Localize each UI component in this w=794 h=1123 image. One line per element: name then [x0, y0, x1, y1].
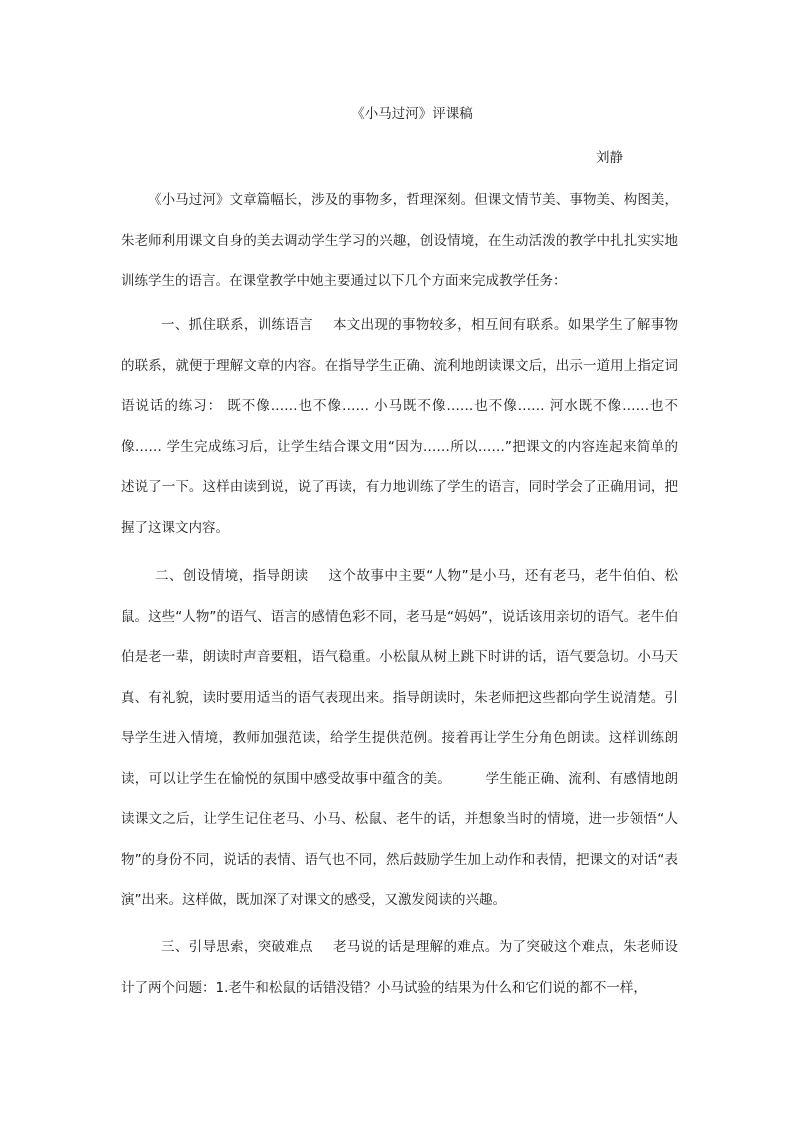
section-heading: 二、创设情境，指导朗读	[155, 568, 309, 584]
paragraph-section-2	[121, 556, 678, 921]
author-name: 刘静	[596, 150, 623, 166]
paragraph-text: 这个故事中主要“人物”是小马，还有老马，老牛伯伯、松鼠。这些“人物”的语气、语言的感情色彩不同，老马是“妈妈”，说话该用亲切的语气。老牛伯伯是老一辈，朗读时声音要粗，语气稳重。小松鼠从树上跳下时讲的话，语气要急切。小马天真、有礼貌，读时要用适当的语气表现出来。指导朗读时，朱老师把这些都向学生说清楚。引导学生进入情境，教师加强范读，给学生提供范例。接着再让学生分角色朗读。这样训练朗读，可以让学生在愉悦的氛围中感受故事中蕴含的美。 学生能正确、流利、有感情地朗读课文之后，让学生记住老马、小马、松鼠、老牛的话，并想象当时的情境，进一步领悟“人物”的身份不同，说话的表情、语气也不同，然后鼓励学生加上动作和表情，把课文的对话“表演”出来。这样做，既加深了对课文的感受，又激发阅读的兴趣。	[121, 568, 678, 908]
section-heading: 一、抓住联系，训练语言	[161, 317, 313, 333]
paragraph-text: 本文出现的事物较多，相互间有联系。如果学生了解事物的联系，就便于理解文章的内容。在指导学生正确、流利地朗读课文后，出示一道用上指定词语说话的练习： 既不像……也不像…… 小马既不像……也不像…… 河水既不像……也不像…… 学生完成练习后，让学生结合课文用“因为……所以……”把课文的内容连起来简单的述说了一下。这样由读到说，说了再读，有力地训练了学生的语言，同时学会了正确用词，把握了这课文内容。	[121, 317, 679, 536]
section-heading: 三、引导思索，突破难点	[161, 939, 313, 955]
paragraph-section-3	[121, 927, 678, 1008]
paragraph-text: 《小马过河》文章篇幅长，涉及的事物多，哲理深刻。但课文情节美、事物美、构图美，朱老师利用课文自身的美去调动学生学习的兴趣，创设情境，在生动活泼的教学中扎扎实实地训练学生的语言。在课堂教学中她主要通过以下几个方面来完成教学任务：	[121, 192, 678, 289]
paragraph-text: 老马说的话是理解的难点。为了突破这个难点，朱老师设计了两个问题：1.老牛和松鼠的话错没错？小马试验的结果为什么和它们说的都不一样，	[121, 939, 679, 996]
document-title: 《小马过河》评课稿	[351, 106, 473, 122]
paragraph-intro	[121, 180, 678, 302]
paragraph-section-1	[121, 305, 678, 548]
